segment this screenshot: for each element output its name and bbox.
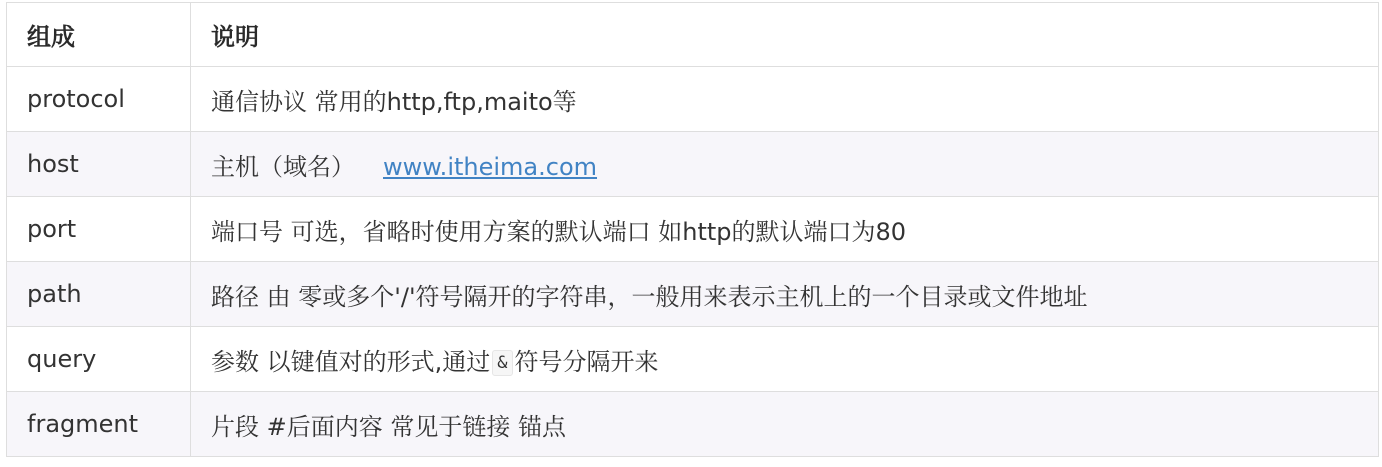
cell-name: query bbox=[7, 327, 191, 392]
url-components-table-container bbox=[6, 2, 1378, 457]
table-row-protocol bbox=[7, 67, 1379, 132]
header-description: 说明 bbox=[191, 3, 1379, 67]
cell-description: 片段 #后面内容 常见于链接 锚点 bbox=[191, 392, 1379, 457]
cell-name: path bbox=[7, 262, 191, 327]
cell-description: 通信协议 常用的http,ftp,maito等 bbox=[191, 67, 1379, 132]
url-components-table bbox=[6, 2, 1379, 457]
query-description-before: 参数 以键值对的形式,通过 bbox=[211, 347, 491, 376]
query-description-after: 符号分隔开来 bbox=[514, 347, 659, 376]
table-row-host bbox=[7, 132, 1379, 197]
ampersand-code: & bbox=[492, 350, 512, 376]
host-example-link[interactable]: www.itheima.com bbox=[383, 152, 598, 181]
cell-description: 路径 由 零或多个'/'符号隔开的字符串，一般用来表示主机上的一个目录或文件地址 bbox=[191, 262, 1379, 327]
cell-name: port bbox=[7, 197, 191, 262]
cell-description bbox=[191, 132, 1379, 197]
cell-name: protocol bbox=[7, 67, 191, 132]
cell-description bbox=[191, 327, 1379, 392]
cell-description: 端口号 可选，省略时使用方案的默认端口 如http的默认端口为80 bbox=[191, 197, 1379, 262]
table-row-fragment bbox=[7, 392, 1379, 457]
table-row-query bbox=[7, 327, 1379, 392]
header-component: 组成 bbox=[7, 3, 191, 67]
table-row-path bbox=[7, 262, 1379, 327]
cell-name: host bbox=[7, 132, 191, 197]
table-row-port bbox=[7, 197, 1379, 262]
cell-name: fragment bbox=[7, 392, 191, 457]
table-header-row bbox=[7, 3, 1379, 67]
host-description-text: 主机（域名） bbox=[211, 152, 355, 181]
